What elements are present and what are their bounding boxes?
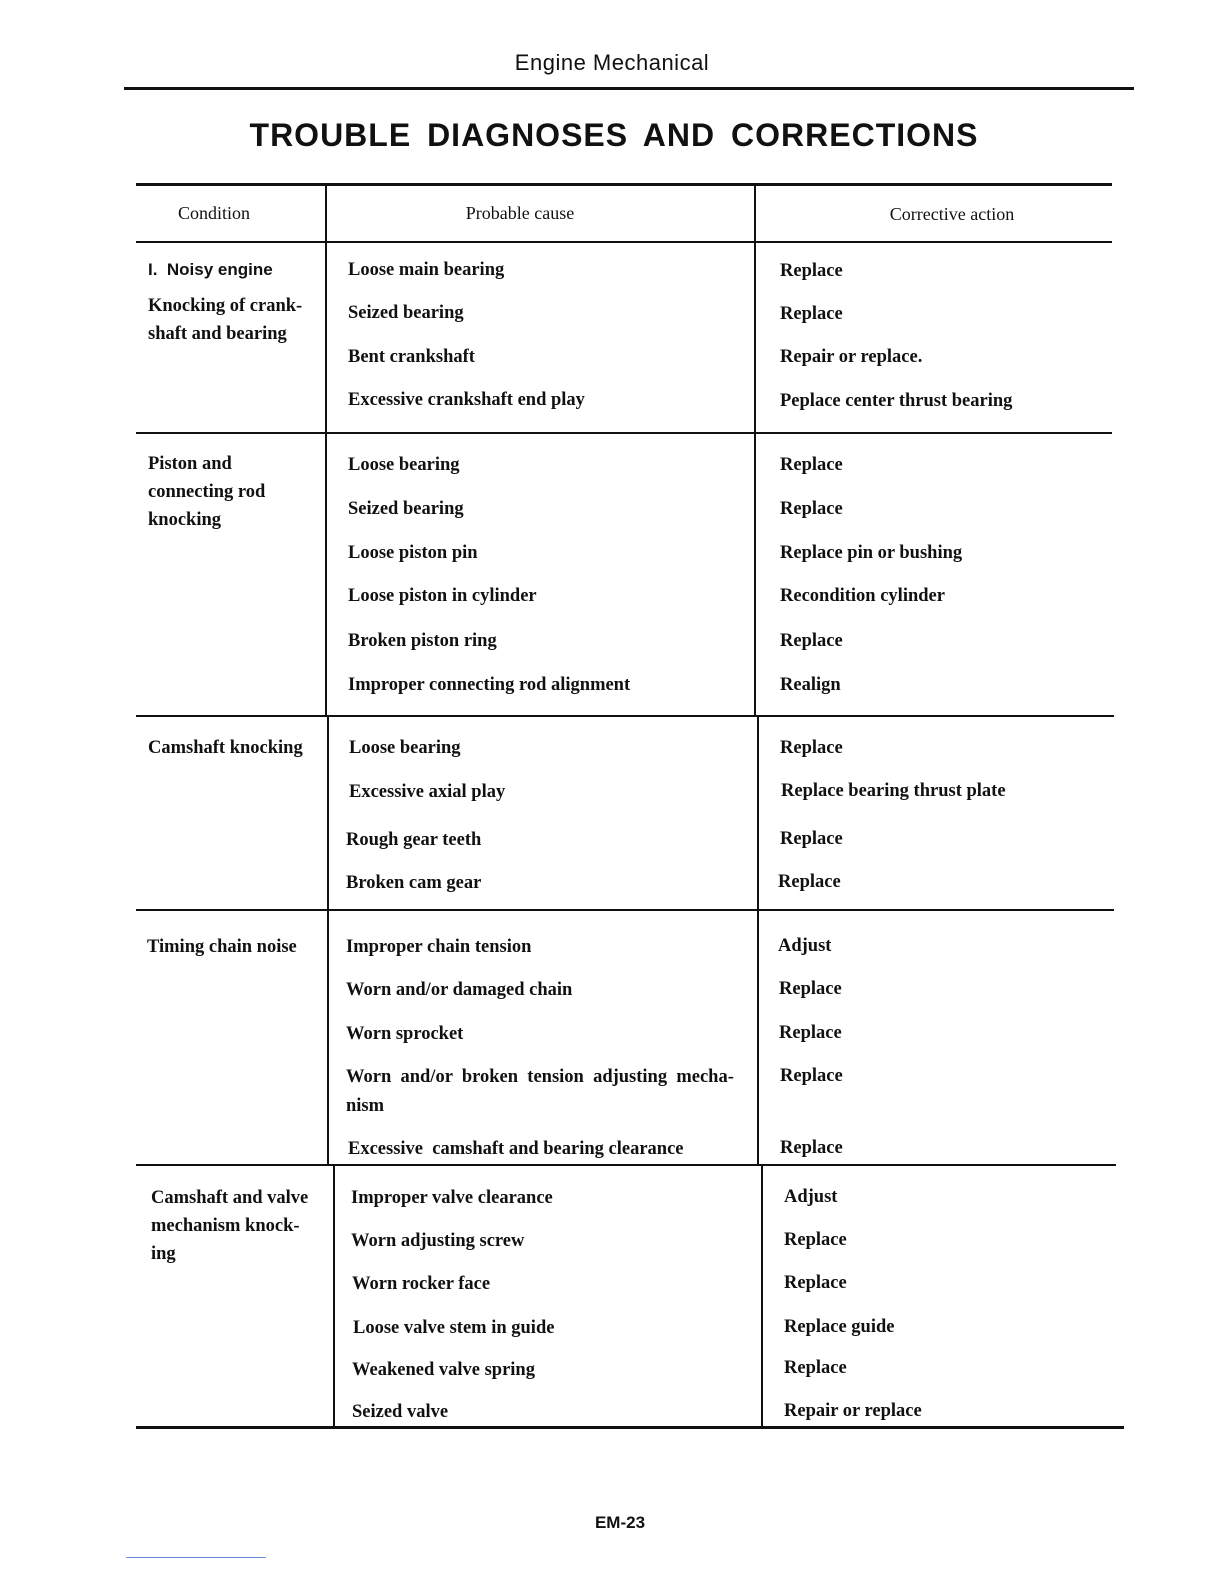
action-cell: Peplace center thrust bearing (780, 391, 1013, 411)
condition-cell: Piston and connecting rod knocking (148, 454, 266, 530)
column-header-condition: Condition (177, 203, 250, 223)
action-cell: Adjust (778, 936, 832, 956)
page-title: TROUBLE DIAGNOSES AND CORRECTIONS (249, 117, 979, 153)
cause-cell: Improper valve clearance (351, 1188, 553, 1208)
table-header-rule (136, 241, 1112, 243)
section-header: Engine Mechanical (514, 50, 710, 75)
action-cell: Replace (784, 1358, 847, 1378)
action-cell: Replace (780, 829, 843, 849)
action-cell: Replace (779, 979, 842, 999)
cause-cell: Broken cam gear (346, 873, 482, 893)
column-header-probable-cause: Probable cause (465, 203, 575, 223)
action-cell: Replace (784, 1230, 847, 1250)
action-cell: Replace (780, 261, 843, 281)
column-separator-1c (333, 1166, 335, 1428)
cause-cell: Seized bearing (348, 303, 464, 323)
action-cell: Repair or replace (784, 1401, 922, 1421)
cause-cell: Worn sprocket (346, 1024, 464, 1044)
table-top-rule (136, 183, 1112, 186)
cause-cell: Weakened valve spring (352, 1360, 535, 1380)
cause-cell: Loose valve stem in guide (353, 1318, 555, 1338)
action-cell: Replace (780, 631, 843, 651)
action-cell: Replace (780, 499, 843, 519)
cause-cell: Excessive camshaft and bearing clearance (348, 1139, 684, 1159)
column-separator-1b (327, 715, 329, 1166)
condition-cell: Knocking of crank- shaft and bearing (148, 296, 303, 344)
cause-cell: Loose piston pin (348, 543, 478, 563)
condition-heading: I. Noisy engine (148, 260, 273, 279)
column-separator-2a (754, 185, 756, 715)
condition-cell: Camshaft knocking (148, 738, 303, 758)
cause-cell: Improper chain tension (346, 937, 532, 957)
group-divider-3 (136, 909, 1114, 911)
group-divider-4 (136, 1164, 1116, 1166)
action-cell: Realign (780, 675, 841, 695)
action-cell: Adjust (784, 1187, 838, 1207)
action-cell: Replace guide (784, 1317, 895, 1337)
cause-cell: Loose bearing (349, 738, 461, 758)
action-cell: Recondition cylinder (780, 586, 945, 606)
cause-cell: Improper connecting rod alignment (348, 675, 631, 695)
column-separator-1a (325, 185, 327, 715)
cause-cell: Loose bearing (348, 455, 460, 475)
action-cell: Replace (779, 1023, 842, 1043)
cause-cell: Rough gear teeth (346, 830, 482, 850)
action-cell: Replace (780, 455, 843, 475)
cause-cell-continued: nism (346, 1096, 385, 1116)
cause-cell: Loose piston in cylinder (348, 586, 537, 606)
action-cell: Replace (780, 1138, 843, 1158)
action-cell: Replace (780, 304, 843, 324)
action-cell: Repair or replace. (780, 347, 923, 367)
cause-cell: Loose main bearing (348, 260, 505, 280)
action-cell: Replace bearing thrust plate (781, 781, 1006, 801)
scan-artifact-rule (126, 1557, 266, 1558)
group-divider-1 (136, 432, 1112, 434)
table-bottom-rule (136, 1426, 1124, 1429)
action-cell: Replace (778, 872, 841, 892)
cause-cell: Broken piston ring (348, 631, 497, 651)
cause-cell: Bent crankshaft (348, 347, 475, 367)
cause-cell: Seized bearing (348, 499, 464, 519)
cause-cell: Excessive axial play (349, 782, 506, 802)
header-rule (124, 87, 1134, 90)
action-cell: Replace (784, 1273, 847, 1293)
action-cell: Replace (780, 738, 843, 758)
column-header-corrective-action: Corrective action (889, 204, 1015, 224)
cause-cell: Worn and/or broken tension adjusting mecha- (346, 1067, 734, 1087)
cause-cell: Seized valve (352, 1402, 449, 1422)
condition-cell: Camshaft and valve mechanism knock- ing (151, 1188, 309, 1264)
condition-cell: Timing chain noise (147, 937, 297, 957)
cause-cell: Worn adjusting screw (351, 1231, 525, 1251)
cause-cell: Worn rocker face (352, 1274, 491, 1294)
action-cell: Replace (780, 1066, 843, 1086)
column-separator-2c (761, 1166, 763, 1428)
cause-cell: Excessive crankshaft end play (348, 390, 585, 410)
action-cell: Replace pin or bushing (780, 543, 963, 563)
column-separator-2b (757, 715, 759, 1166)
page-number: EM-23 (594, 1513, 646, 1532)
cause-cell: Worn and/or damaged chain (346, 980, 573, 1000)
group-divider-2 (136, 715, 1114, 717)
